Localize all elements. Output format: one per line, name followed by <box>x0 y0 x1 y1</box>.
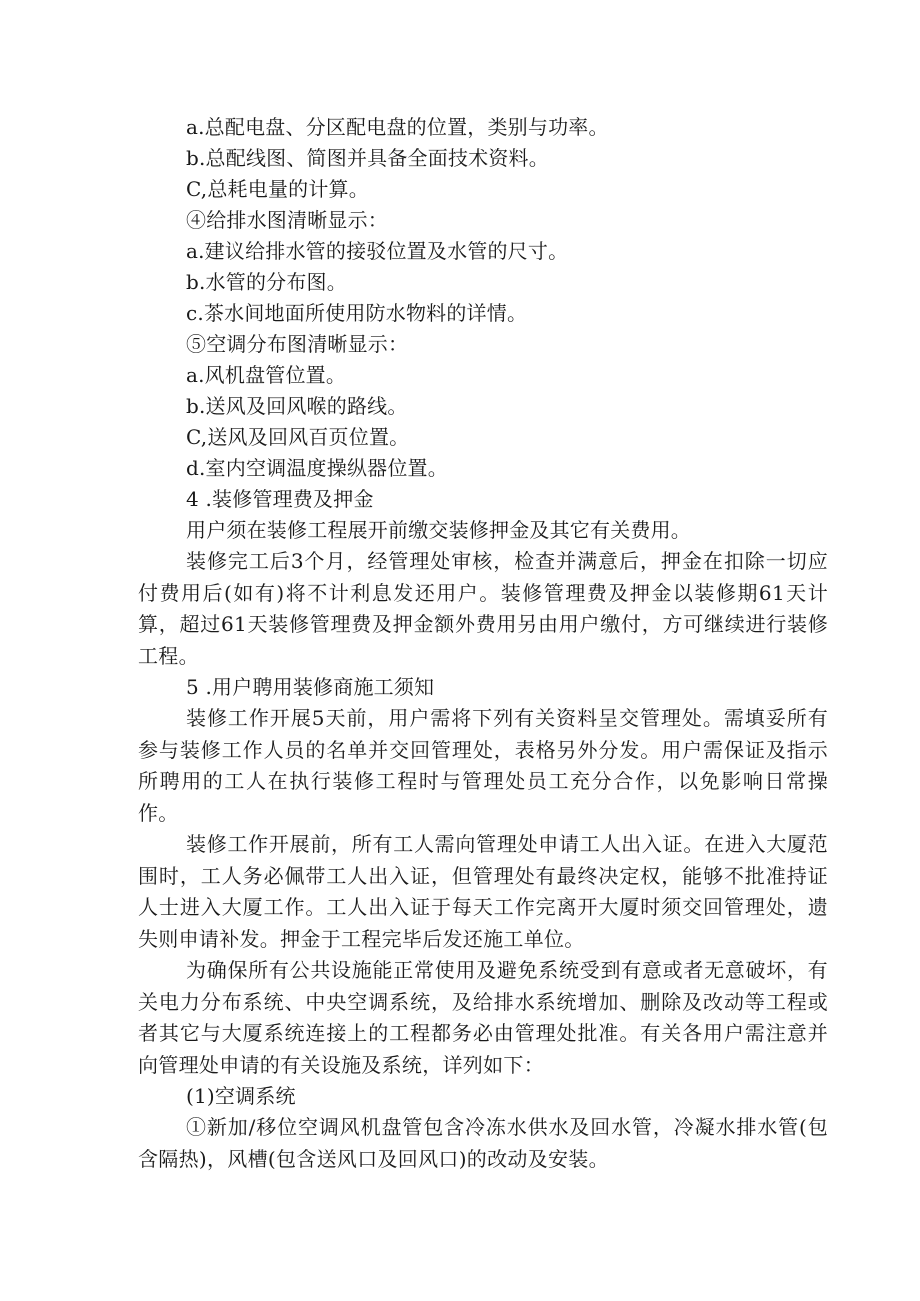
text-line: ④给排水图清晰显示： <box>186 208 388 232</box>
text-line: c.茶水间地面所使用防水物料的详情。 <box>186 301 528 325</box>
section-heading: 5 .用户聘用装修商施工须知 <box>186 675 435 699</box>
section-heading: 4 .装修管理费及押金 <box>186 487 374 511</box>
paragraph: 装修工作开展5天前，用户需将下列有关资料呈交管理处。需填妥所有参与装修工作人员的名单并交回管理处，表格另外分发。用户需保证及指示所聘用的工人在执行装修工程时与管理处员工充分合作，以免影响日常操作。 <box>138 706 828 825</box>
paragraph: 为确保所有公共设施能正常使用及避免系统受到有意或者无意破坏，有关电力分布系统、中央空调系统，及给排水系统增加、删除及改动等工程或者其它与大厦系统连接上的工程都务必由管理处批准。有关各用户需注意并向管理处申请的有关设施及系统，详列如下： <box>138 958 828 1077</box>
document-page <box>138 112 828 1175</box>
text-line: d.室内空调温度操纵器位置。 <box>186 456 448 480</box>
text-line: C,送风及回风百页位置。 <box>186 425 410 449</box>
subsection-heading: (1)空调系统 <box>186 1084 296 1108</box>
text-line: b.送风及回风喉的路线。 <box>186 394 408 418</box>
text-line: b.水管的分布图。 <box>186 270 347 294</box>
text-line: ⑤空调分布图清晰显示： <box>186 332 409 356</box>
text-line: a.风机盘管位置。 <box>186 363 347 387</box>
text-line: a.建议给排水管的接驳位置及水管的尺寸。 <box>186 239 569 263</box>
text-line: C,总耗电量的计算。 <box>186 177 369 201</box>
text-line: b.总配线图、简图并具备全面技术资料。 <box>186 146 549 170</box>
paragraph: ①新加/移位空调风机盘管包含冷冻水供水及回水管，冷凝水排水管(包含隔热)，风槽(包含送风口及回风口)的改动及安装。 <box>138 1115 828 1171</box>
text-line: a.总配电盘、分区配电盘的位置，类别与功率。 <box>186 115 609 139</box>
text-line: 用户须在装修工程展开前缴交装修押金及其它有关费用。 <box>186 518 691 542</box>
paragraph: 装修工作开展前，所有工人需向管理处申请工人出入证。在进入大厦范围时，工人务必佩带工人出入证，但管理处有最终决定权，能够不批准持证人士进入大厦工作。工人出入证于每天工作完离开大厦时须交回管理处，遗失则申请补发。押金于工程完毕后发还施工单位。 <box>138 832 828 951</box>
paragraph: 装修完工后3个月，经管理处审核，检查并满意后，押金在扣除一切应付费用后(如有)将不计利息发还用户。装修管理费及押金以装修期61天计算，超过61天装修管理费及押金额外费用另由用户缴付，方可继续进行装修工程。 <box>138 549 828 668</box>
